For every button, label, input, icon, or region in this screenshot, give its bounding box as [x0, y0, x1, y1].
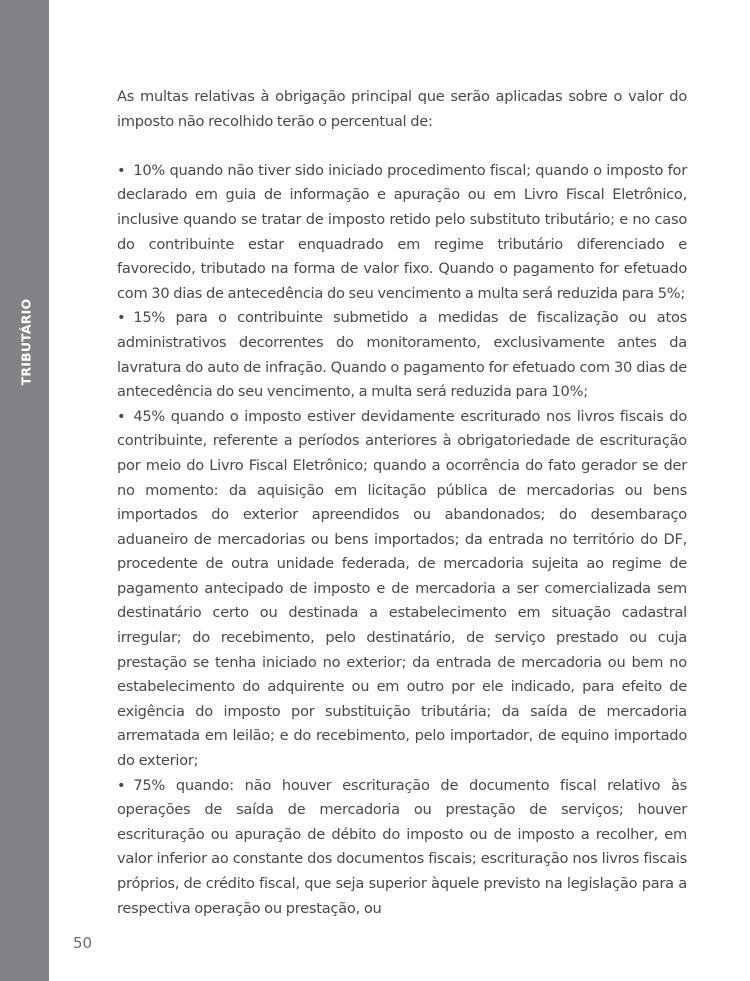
- sidebar: [0, 0, 49, 981]
- list-item-text: 45% quando o imposto estiver devidamente escriturado nos livros fiscais do contribuinte, referente a períodos anteriores à obrigatoriedade de escrituração por meio do Livro Fiscal Eletrônico; quando a ocorrência do fato gerador se der no momento: da aquisição em licitação pública de mercadorias ou bens importados do exterior apreendidos ou abandonados; do desembaraço aduaneiro de mercadorias ou bens importados; da entrada no território do DF, procedente de outra unidade federada, de mercadoria sujeita ao regime de pagamento antecipado de imposto e de mercadoria a ser comercializada sem destinatário certo ou destinada a estabelecimento em situação cadastral irregular; do recebimento, pelo destinatário, de serviço prestado ou cuja prestação se tenha iniciado no exterior; da entrada de mercadoria ou bem no estabelecimento do adquirente ou em outro por ele indicado, para efeito de exigência do imposto por substituição tributária; da saída de mercadoria arrematada em leilão; e do recebimento, pelo importador, de equino importado do exterior;: [117, 407, 687, 770]
- list-item-text: 75% quando: não houver escrituração de documento fiscal relativo às operações de saída de mercadoria ou prestação de serviços; houver escrituração ou apuração de débito do imposto ou de imposto a recolher, em valor inferior ao constante dos documentos fiscais; escrituração nos livros fiscais próprios, de crédito fiscal, que seja superior àquele previsto na legislação para a respectiva operação ou prestação, ou: [117, 776, 687, 917]
- list-item: [117, 159, 687, 307]
- bullet-icon: •: [117, 309, 126, 327]
- page-number: 50: [73, 934, 93, 952]
- list-item-text: 10% quando não tiver sido iniciado procedimento fiscal; quando o imposto for declarado em guia de informação e apuração ou em Livro Fiscal Eletrônico, inclusive quando se tratar de imposto retido pelo substituto tributário; e no caso do contribuinte estar enquadrado em regime tributário diferenciado e favorecido, tributado na forma de valor fixo. Quando o pagamento for efetuado com 30 dias de antecedência do seu vencimento a multa será reduzida para 5%;: [117, 161, 687, 302]
- bullet-icon: •: [117, 161, 126, 179]
- intro-paragraph: As multas relativas à obrigação principal que serão aplicadas sobre o valor do imposto não recolhido terão o percentual de:: [117, 88, 687, 130]
- list-item: [117, 306, 687, 404]
- bullet-icon: •: [117, 407, 126, 425]
- section-label: TRIBUTÁRIO: [18, 298, 34, 386]
- body-text: [117, 85, 687, 921]
- list-item-text: 15% para o contribuinte submetido a medidas de fiscalização ou atos administrativos decorrentes do monitoramento, exclusivamente antes da lavratura do auto de infração. Quando o pagamento for efetuado com 30 dias de antecedência do seu vencimento, a multa será reduzida para 10%;: [117, 309, 687, 401]
- list-item: [117, 774, 687, 922]
- bullet-icon: •: [117, 776, 126, 794]
- list-item: [117, 405, 687, 774]
